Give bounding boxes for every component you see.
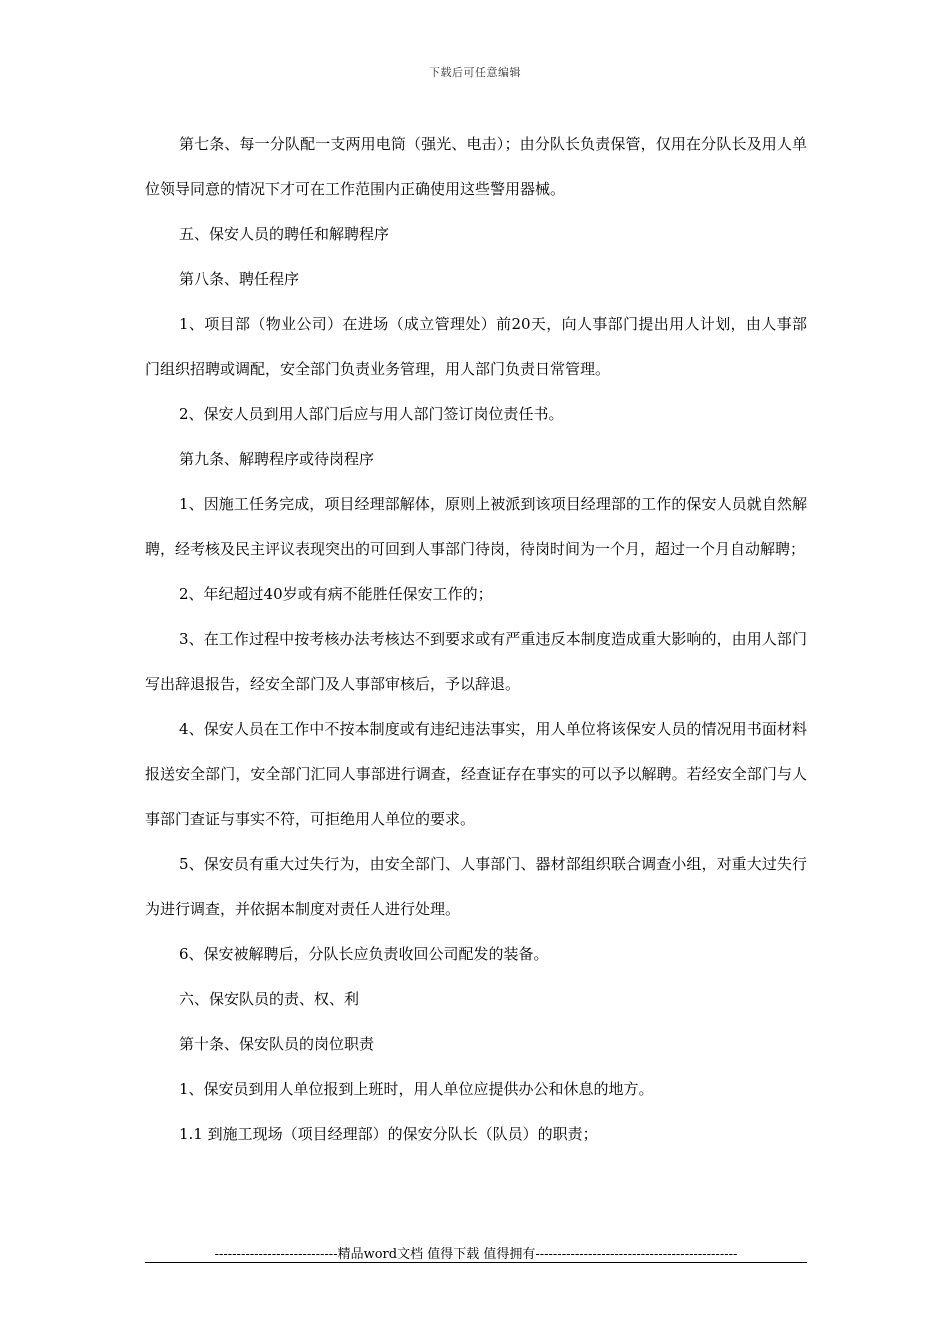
paragraph: 1.1 到施工现场（项目经理部）的保安分队长（队员）的职责； (179, 1125, 598, 1143)
section-heading: 五、保安人员的聘任和解聘程序 (179, 225, 390, 243)
paragraph: 第七条、每一分队配一支两用电筒（强光、电击）；由分队长负责保管，仅用在分队长及用人单位领导同意的情况下才可在工作范围内正确使用这些警用器械。 (145, 135, 807, 198)
article-heading: 第十条、保安队员的岗位职责 (179, 1035, 375, 1053)
paragraph: 3、在工作过程中按考核办法考核达不到要求或有严重违反本制度造成重大影响的，由用人部门写出辞退报告，经安全部门及人事部审核后，予以辞退。 (145, 630, 807, 693)
footer-divider (145, 1262, 807, 1263)
article-heading: 第九条、解聘程序或待岗程序 (179, 450, 375, 468)
page-header: 下载后可任意编辑 (429, 66, 521, 79)
paragraph: 6、保安被解聘后，分队长应负责收回公司配发的装备。 (179, 945, 549, 963)
article-heading: 第八条、聘任程序 (179, 270, 300, 288)
paragraph: 2、保安人员到用人部门后应与用人部门签订岗位责任书。 (179, 405, 564, 423)
paragraph: 1、项目部（物业公司）在进场（成立管理处）前20天，向人事部门提出用人计划，由人事部门组织招聘或调配，安全部门负责业务管理，用人部门负责日常管理。 (145, 315, 807, 378)
paragraph: 1、因施工任务完成，项目经理部解体，原则上被派到该项目经理部的工作的保安人员就自然解聘，经考核及民主评议表现突出的可回到人事部门待岗，待岗时间为一个月，超过一个月自动解聘； (145, 495, 807, 558)
document-body (145, 122, 807, 1157)
paragraph: 1、保安员到用人单位报到上班时，用人单位应提供办公和休息的地方。 (179, 1080, 654, 1098)
paragraph: 5、保安员有重大过失行为，由安全部门、人事部门、器材部组织联合调查小组，对重大过失行为进行调查，并依据本制度对责任人进行处理。 (145, 855, 807, 918)
paragraph: 4、保安人员在工作中不按本制度或有违纪违法事实，用人单位将该保安人员的情况用书面材料报送安全部门，安全部门汇同人事部进行调查，经查证存在事实的可以予以解聘。若经安全部门与人事部门查证与事实不符，可拒绝用人单位的要求。 (145, 720, 807, 828)
paragraph: 2、年纪超过40岁或有病不能胜任保安工作的； (179, 585, 493, 603)
section-heading: 六、保安队员的责、权、利 (179, 990, 360, 1008)
page-footer: ----------------------------精品word文档 值得下载 值得拥有---------------------------------------------- (214, 1247, 738, 1262)
